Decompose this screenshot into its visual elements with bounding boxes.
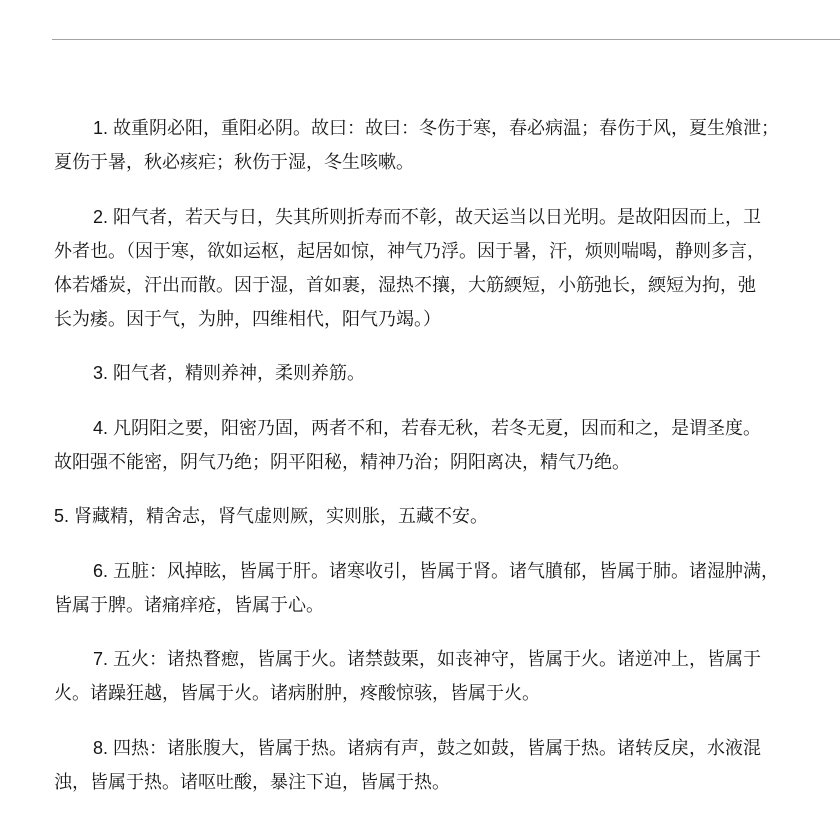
text-line: 体若燔炭，汗出而散。因于湿，首如裹，湿热不攘，大筋緛短，小筋弛长，緛短为拘，弛 [54,274,756,295]
text-line: 长为痿。因于气，为肿，四维相代，阳气乃竭。） [54,308,441,329]
text-line: 4. 凡阴阳之要，阳密乃固，两者不和，若春无秋，若冬无夏，因而和之，是谓圣度。 [93,417,762,438]
document-body [54,111,824,819]
paragraph-6 [54,554,824,622]
text-line: 8. 四热：诸胀腹大，皆属于热。诸病有声，鼓之如鼓，皆属于热。诸转反戾，水液混 [93,737,762,758]
text-line: 浊，皆属于热。诸呕吐酸，暴注下迫，皆属于热。 [54,771,450,792]
paragraph-5 [54,499,824,533]
text-line: 5. 肾藏精，精舍志，肾气虚则厥，实则胀，五藏不安。 [54,506,489,526]
paragraph-1 [54,111,824,179]
text-line: 7. 五火：诸热瞀瘛，皆属于火。诸禁鼓栗，如丧神守，皆属于火。诸逆冲上，皆属于 [93,649,762,669]
text-line: 3. 阳气者，精则养神，柔则养筋。 [93,363,366,383]
paragraph-3 [54,356,824,390]
paragraph-4 [54,411,824,479]
text-line: 夏伤于暑，秋必痎疟；秋伤于湿，冬生咳嗽。 [54,152,414,172]
paragraph-2 [54,200,824,336]
text-line: 火。诸躁狂越，皆属于火。诸病胕肿，疼酸惊骇，皆属于火。 [54,683,540,703]
text-line: 皆属于脾。诸痛痒疮，皆属于心。 [54,594,324,615]
paragraph-7 [54,642,824,710]
header-rule [52,39,840,40]
text-line: 1. 故重阴必阳，重阳必阴。故曰：故曰：冬伤于寒，春必病温；春伤于风，夏生飧泄； [93,118,780,138]
text-line: 2. 阳气者，若天与日，失其所则折寿而不彰，故天运当以日光明。是故阳因而上，卫 [93,206,762,227]
text-line: 故阳强不能密，阴气乃绝；阴平阳秘，精神乃治；阴阳离决，精气乃绝。 [54,451,630,472]
text-line: 外者也。（因于寒，欲如运枢，起居如惊，神气乃浮。因于暑，汗，烦则喘喝，静则多言， [54,240,765,261]
text-line: 6. 五脏：风掉眩，皆属于肝。诸寒收引，皆属于肾。诸气膹郁，皆属于肺。诸湿肿满， [93,560,780,581]
paragraph-8 [54,731,824,799]
